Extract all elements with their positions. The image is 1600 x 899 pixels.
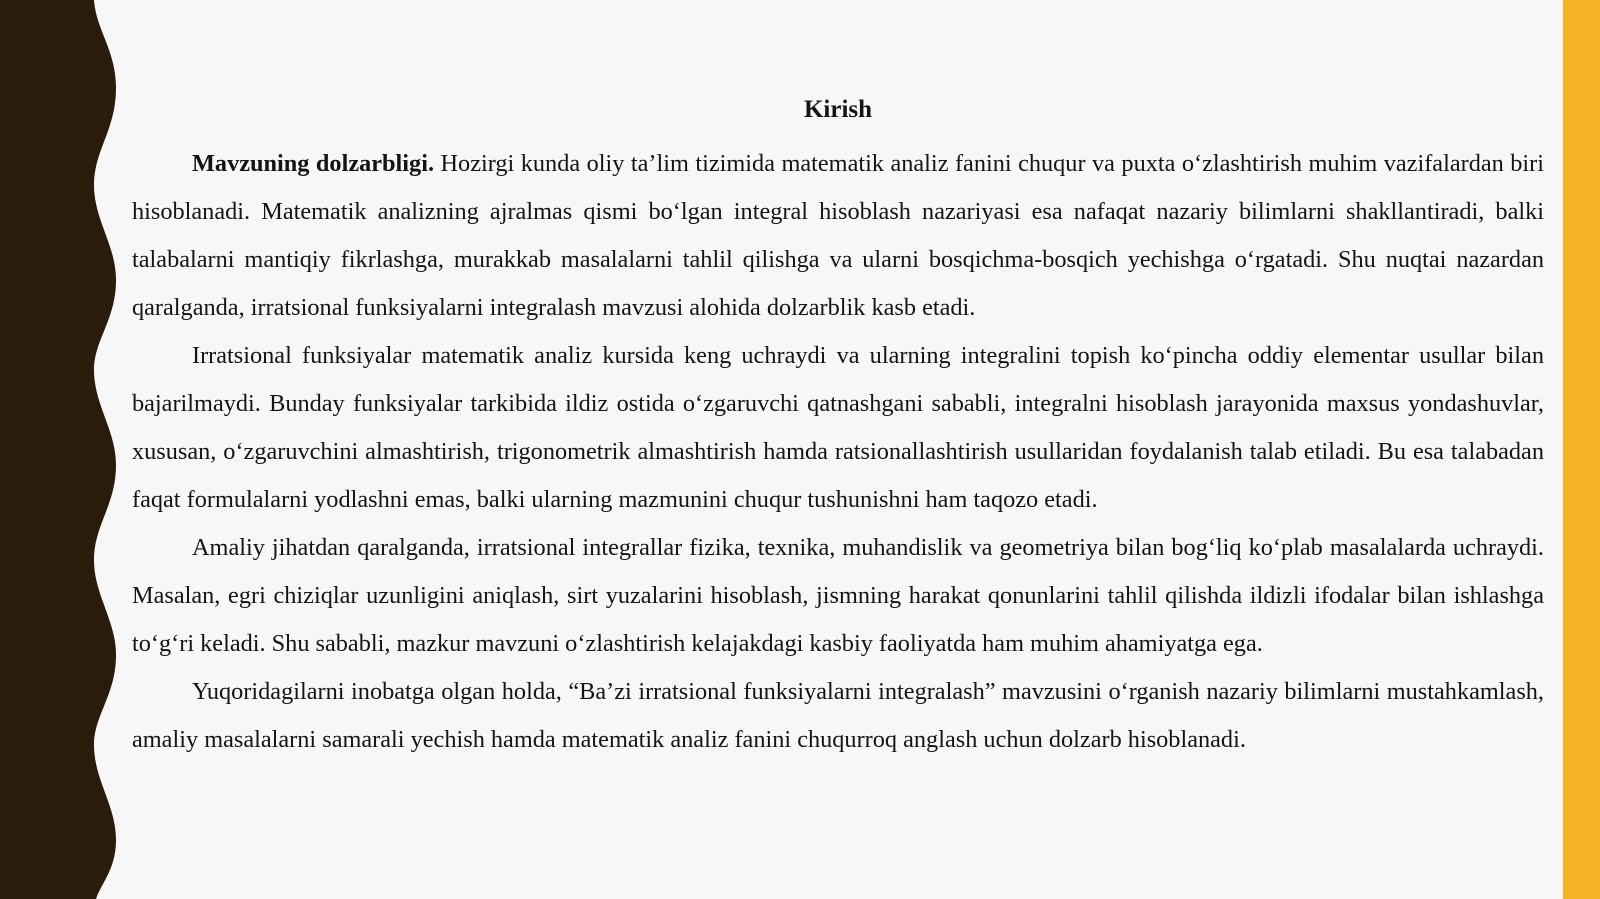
accent-bar — [1563, 0, 1600, 899]
paragraph-lead: Mavzuning dolzarbligi. — [192, 150, 435, 177]
paragraph-text: Yuqoridagilarni inobatga olgan holda, “Ba’zi irratsional funksiyalarni integralash” mavzusini o‘rganish nazariy bilimlarni mustahkamlash, amaliy masalalarni samarali yechish hamda matematik analiz fanini chuqurroq anglash uchun dolzarb hisoblanadi. — [132, 678, 1544, 753]
paragraph-text: Irratsional funksiyalar matematik analiz kursida keng uchraydi va ularning integralini topish ko‘pincha oddiy elementar usullar bilan bajarilmaydi. Bunday funksiyalar tarkibida ildiz ostida o‘zgaruvchi qatnashgani sababli, integralni hisoblash jarayonida maxsus yondashuvlar, xususan, o‘zgaruvchini almashtirish, trigonometrik almashtirish hamda ratsionallashtirish usullaridan foydalanish talab etiladi. Bu esa talabadan faqat formulalarni yodlashni emas, balki ularning mazmunini chuqur tushunishni ham taqozo etadi. — [132, 342, 1544, 513]
paragraph-text: Hozirgi kunda oliy ta’lim tizimida matematik analiz fanini chuqur va puxta o‘zlashtirish muhim vazifalardan biri hisoblanadi. Matematik analizning ajralmas qismi bo‘lgan integral hisoblash nazariyasi esa nafaqat nazariy bilimlarni shakllantiradi, balki talabalarni mantiqiy fikrlashga, murakkab masalalarni tahlil qilishga va ularni bosqichma-bosqich yechishga o‘rgatadi. Shu nuqtai nazardan qaralganda, irratsional funksiyalarni integralash mavzusi alohida dolzarblik kasb etadi. — [132, 150, 1545, 321]
paragraph-irrational-functions — [132, 332, 1544, 524]
wave-band — [0, 0, 116, 899]
left-wave-decoration — [0, 0, 130, 899]
document-body — [132, 92, 1544, 764]
paragraph-practical — [132, 524, 1544, 668]
paragraph-relevance — [132, 140, 1544, 332]
paragraph-text: Amaliy jihatdan qaralganda, irratsional integrallar fizika, texnika, muhandislik va geometriya bilan bog‘liq ko‘plab masalalarda uchraydi. Masalan, egri chiziqlar uzunligini aniqlash, sirt yuzalarini hisoblash, jismning harakat qonunlarini tahlil qilishda ildizli ifodalar bilan ishlashga to‘g‘ri keladi. Shu sababli, mazkur mavzuni o‘zlashtirish kelajakdagi kasbiy faoliyatda ham muhim ahamiyatga ega. — [132, 534, 1544, 657]
page-title: Kirish — [803, 96, 873, 123]
paragraph-conclusion — [132, 668, 1544, 764]
